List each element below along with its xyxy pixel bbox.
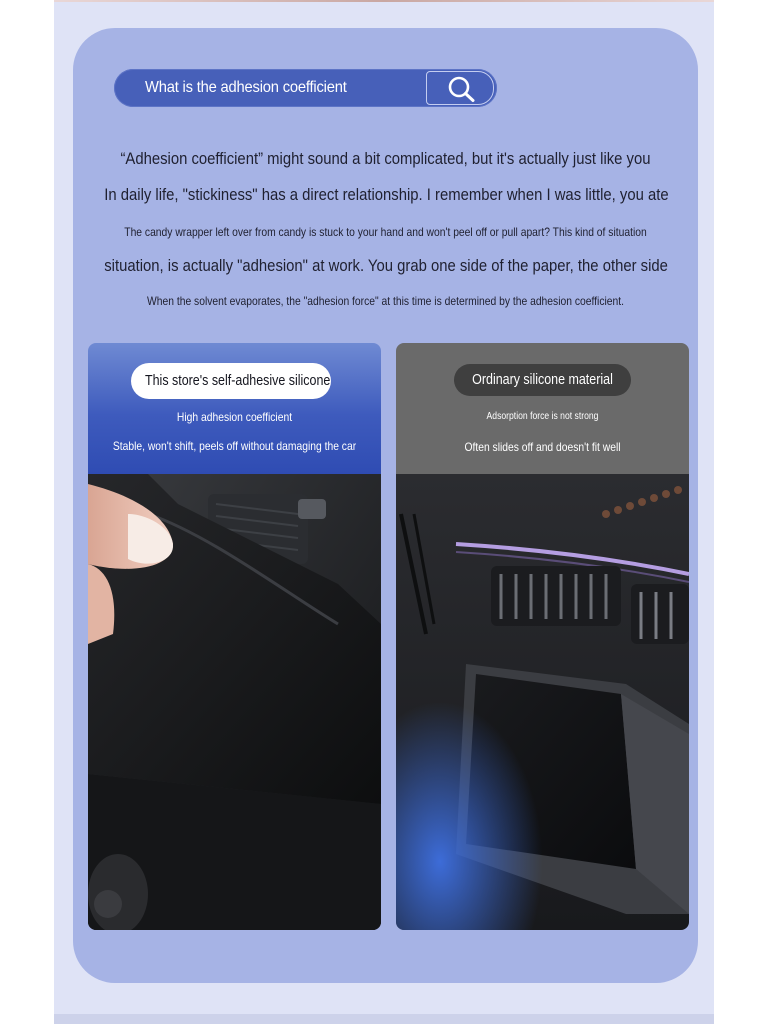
- left-panel-header: [88, 343, 381, 474]
- left-title: This store's self-adhesive silicone: [145, 373, 331, 389]
- comparison-right-panel: [396, 343, 689, 930]
- car-dashboard-photo: [396, 474, 689, 930]
- top-divider: [54, 0, 714, 2]
- intro-line-5: When the solvent evaporates, the "adhesion force" at this time is determined by the adhesion coefficient.: [147, 294, 624, 308]
- info-card: [73, 28, 698, 983]
- bottom-strip: [54, 1014, 714, 1024]
- intro-line-4: situation, is actually "adhesion" at work. You grab one side of the paper, the other side: [104, 257, 668, 275]
- right-title: Ordinary silicone material: [472, 372, 613, 388]
- search-icon: [447, 75, 477, 103]
- search-button[interactable]: [426, 71, 494, 105]
- right-panel-header: [396, 343, 689, 474]
- comparison-left-panel: [88, 343, 381, 930]
- left-description: Stable, won't shift, peels off without damaging the car: [112, 439, 357, 453]
- left-subtitle: High adhesion coefficient: [176, 410, 293, 424]
- right-description: Often slides off and doesn't fit well: [464, 440, 621, 454]
- intro-line-1: “Adhesion coefficient” might sound a bit complicated, but it's actually just like you: [120, 150, 651, 168]
- right-subtitle: Adsorption force is not strong: [486, 411, 599, 422]
- left-title-pill: [131, 363, 331, 399]
- section-title: What is the adhesion coefficient: [145, 79, 347, 96]
- intro-line-2: In daily life, "stickiness" has a direct relationship. I remember when I was little, you ate: [104, 186, 669, 204]
- intro-line-3: The candy wrapper left over from candy is stuck to your hand and won't peel off or pull apart? This kind of situation: [124, 225, 647, 239]
- silicone-peel-photo: [88, 474, 381, 930]
- right-title-pill: [454, 364, 631, 396]
- section-title-bar: [114, 69, 497, 107]
